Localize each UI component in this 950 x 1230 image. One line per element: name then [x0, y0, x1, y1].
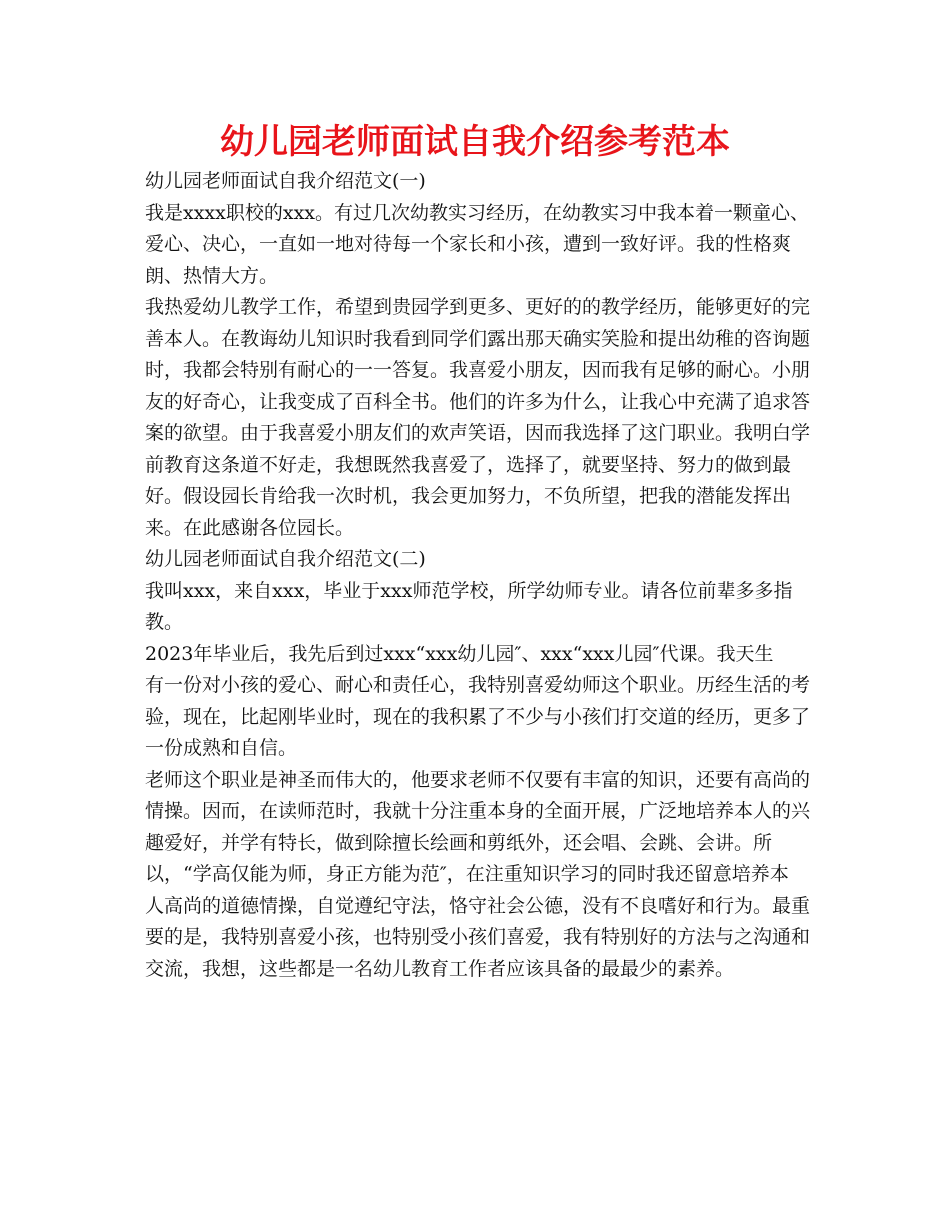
text-line: 友的好奇心，让我变成了百科全书。他们的许多为什么，让我心中充满了追求答 — [145, 390, 811, 413]
text-line: 时，我都会特别有耐心的一一答复。我喜爱小朋友，因而我有足够的耐心。小朋 — [145, 359, 811, 381]
document-title: 幼儿园老师面试自我介绍参考范本 — [220, 122, 730, 162]
text-line: 爱心、决心，一直如一地对待每一个家长和小孩，遭到一致好评。我的性格爽 — [145, 233, 792, 255]
text-line: 来。在此感谢各位园长。 — [145, 516, 355, 539]
text-line: 交流，我想，这些都是一名幼儿教育工作者应该具备的最最少的素养。 — [145, 957, 735, 980]
text-line: 善本人。在教诲幼儿知识时我看到同学们露出那天确实笑脸和提出幼稚的咨询题 — [145, 327, 811, 350]
section-heading-2: 幼儿园老师面试自我介绍范文(二) — [145, 548, 426, 570]
text-line: 以，“学高仅能为师，身正方能为范″，在注重知识学习的同时我还留意培养本 — [145, 863, 789, 885]
text-line: 前教育这条道不好走，我想既然我喜爱了，选择了，就要坚持、努力的做到最 — [145, 453, 792, 476]
text-line: 教。 — [145, 611, 184, 633]
text-line: 我热爱幼儿教学工作，希望到贵园学到更多、更好的的教学经历，能够更好的完 — [145, 296, 811, 318]
text-line: 我叫xxx，来自xxx，毕业于xxx师范学校，所学幼师专业。请各位前辈多多指 — [145, 579, 793, 602]
text-line: 案的欲望。由于我喜爱小朋友们的欢声笑语，因而我选择了这门职业。我明白学 — [145, 422, 811, 444]
text-line: 朗、热情大方。 — [145, 264, 279, 287]
text-line: 有一份对小孩的爱心、耐心和责任心，我特别喜爱幼师这个职业。历经生活的考 — [145, 674, 811, 696]
document-body — [145, 166, 811, 985]
text-line: 好。假设园长肯给我一次时机，我会更加努力，不负所望，把我的潜能发挥出 — [145, 485, 792, 507]
text-line: 一份成熟和自信。 — [145, 737, 298, 759]
text-line: 我是xxxx职校的xxx。有过几次幼教实习经历，在幼教实习中我本着一颗童心、 — [145, 201, 810, 224]
section-heading-1: 幼儿园老师面试自我介绍范文(一) — [145, 170, 426, 192]
text-line: 2023年毕业后，我先后到过xxx“xxx幼儿园″、xxx“xxx儿园″代课。我天生 — [145, 642, 774, 665]
text-line: 趣爱好，并学有特长，做到除擅长绘画和剪纸外，还会唱、会跳、会讲。所 — [145, 831, 773, 854]
text-line: 验，现在，比起刚毕业时，现在的我积累了不少与小孩们打交道的经历，更多了 — [145, 705, 811, 728]
text-line: 人高尚的道德情操，自觉遵纪守法，恪守社会公德，没有不良嗜好和行为。最重 — [145, 894, 811, 917]
text-line: 要的是，我特别喜爱小孩，也特别受小孩们喜爱，我有特别好的方法与之沟通和 — [145, 926, 811, 948]
text-line: 情操。因而，在读师范时，我就十分注重本身的全面开展，广泛地培养本人的兴 — [145, 800, 811, 822]
text-line: 老师这个职业是神圣而伟大的，他要求老师不仅要有丰富的知识，还要有高尚的 — [145, 768, 811, 791]
